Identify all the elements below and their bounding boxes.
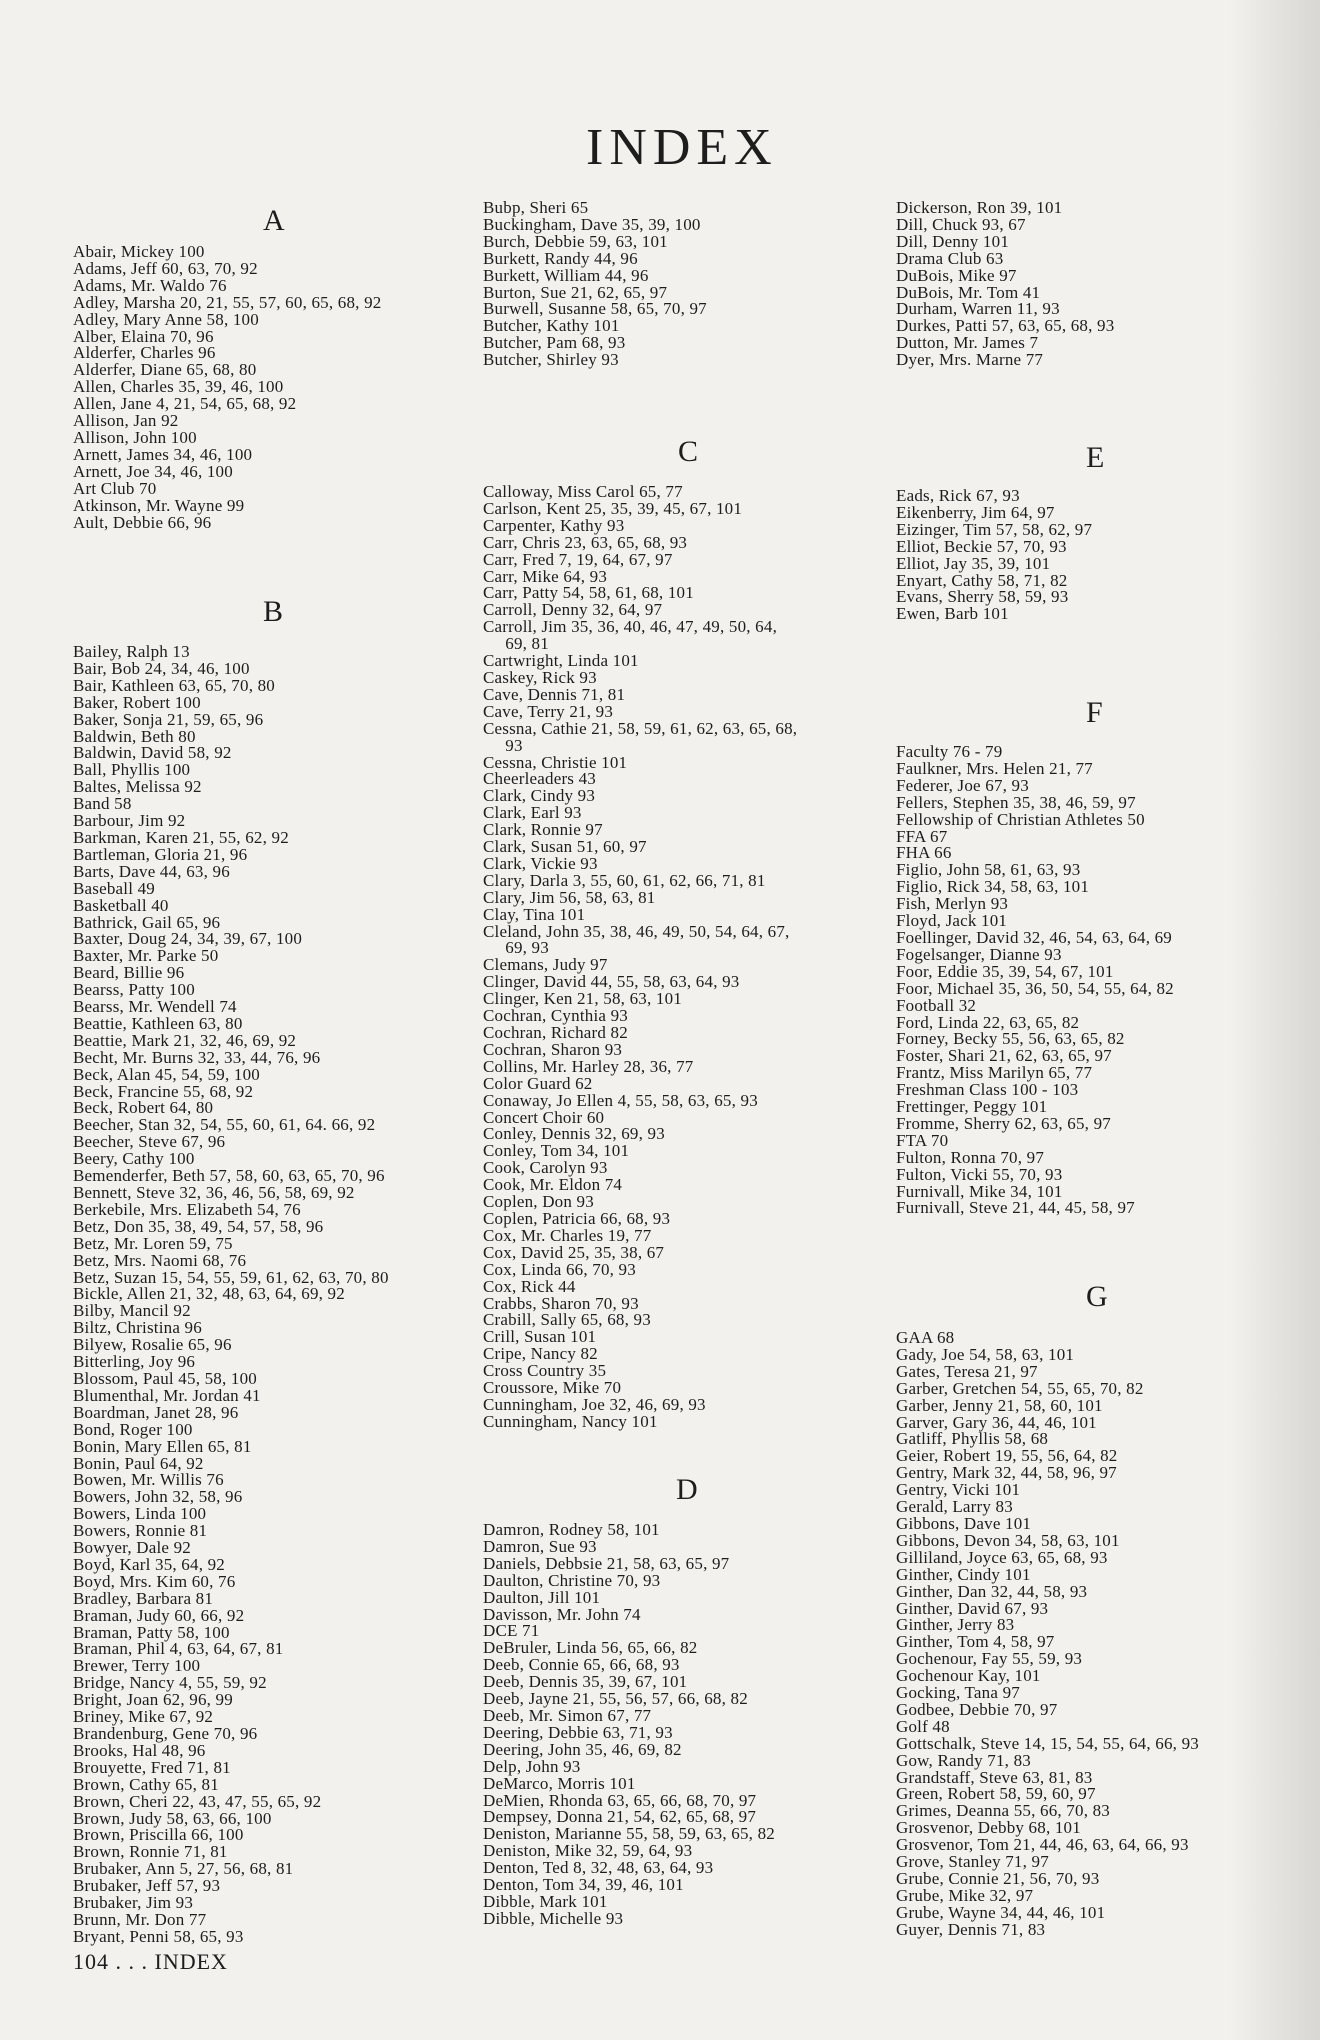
index-entry: Dutton, Mr. James 7 — [896, 333, 1039, 353]
index-entry: Beattie, Mark 21, 32, 46, 69, 92 — [73, 1030, 297, 1050]
index-entry: Gocking, Tana 97 — [896, 1683, 1020, 1703]
section-letter: B — [263, 595, 284, 628]
index-entry: Bradley, Barbara 81 — [73, 1588, 214, 1608]
index-entry: FFA 67 — [896, 826, 948, 846]
index-entry: Crabbs, Sharon 70, 93 — [483, 1293, 639, 1313]
index-entry: Brandenburg, Gene 70, 96 — [73, 1724, 258, 1743]
index-entry: Fellers, Stephen 35, 38, 46, 59, 97 — [896, 792, 1136, 812]
index-entry: Dill, Chuck 93, 67 — [896, 214, 1026, 234]
index-entry: Boyd, Mrs. Kim 60, 76 — [73, 1571, 236, 1591]
index-entry: Deeb, Mr. Simon 67, 77 — [483, 1705, 652, 1725]
index-entry: 69, 81 — [483, 634, 549, 654]
index-entry: Clinger, David 44, 55, 58, 63, 64, 93 — [483, 972, 740, 992]
index-entry: Gibbons, Devon 34, 58, 63, 101 — [896, 1530, 1120, 1550]
index-entry: Beery, Cathy 100 — [73, 1149, 195, 1169]
index-entry: Betz, Don 35, 38, 49, 54, 57, 58, 96 — [73, 1216, 324, 1236]
index-entry: Garber, Gretchen 54, 55, 65, 70, 82 — [896, 1378, 1144, 1398]
index-entry: Adley, Marsha 20, 21, 55, 57, 60, 65, 68, 92 — [73, 292, 382, 312]
index-entry: Deeb, Jayne 21, 55, 56, 57, 66, 68, 82 — [483, 1689, 748, 1709]
index-entry: Grove, Stanley 71, 97 — [896, 1852, 1049, 1872]
index-entry: Faculty 76 - 79 — [896, 742, 1003, 761]
index-entry: Cave, Terry 21, 93 — [483, 701, 614, 721]
index-entry: Alderfer, Charles 96 — [73, 343, 216, 363]
index-entry: Cook, Carolyn 93 — [483, 1158, 608, 1178]
index-entry: Carr, Fred 7, 19, 64, 67, 97 — [483, 549, 673, 569]
index-entry: Bowyer, Dale 92 — [73, 1538, 191, 1558]
section-letter: A — [263, 204, 285, 237]
index-entry: Baldwin, David 58, 92 — [73, 743, 232, 763]
index-entry: Furnivall, Mike 34, 101 — [896, 1181, 1063, 1201]
index-entry: Grosvenor, Debby 68, 101 — [896, 1818, 1081, 1838]
index-entry: Color Guard 62 — [483, 1073, 593, 1093]
index-entry: Brewer, Terry 100 — [73, 1656, 201, 1676]
index-entry: Clark, Cindy 93 — [483, 786, 596, 806]
index-entry: Gates, Teresa 21, 97 — [896, 1361, 1038, 1381]
index-entry: Fulton, Ronna 70, 97 — [896, 1147, 1045, 1167]
index-entry: Federer, Joe 67, 93 — [896, 775, 1029, 795]
index-entry: Bright, Joan 62, 96, 99 — [73, 1690, 233, 1710]
index-entry: Clary, Darla 3, 55, 60, 61, 62, 66, 71, 81 — [483, 870, 766, 890]
index-entry: Band 58 — [73, 794, 132, 814]
index-entry: Cochran, Cynthia 93 — [483, 1006, 628, 1026]
entry-list — [896, 488, 1092, 623]
index-entry: Braman, Patty 58, 100 — [73, 1622, 230, 1642]
index-entry: Baker, Robert 100 — [73, 692, 201, 712]
index-entry: Gilliland, Joyce 63, 65, 68, 93 — [896, 1547, 1108, 1567]
index-entry: Arnett, Joe 34, 46, 100 — [73, 461, 233, 481]
index-entry: Abair, Mickey 100 — [73, 242, 205, 261]
index-entry: Gatliff, Phyllis 58, 68 — [896, 1429, 1049, 1449]
entry-list — [73, 644, 389, 1946]
index-entry: Bemenderfer, Beth 57, 58, 60, 63, 65, 70, 96 — [73, 1166, 385, 1186]
index-entry: Brown, Ronnie 71, 81 — [73, 1842, 228, 1862]
index-entry: Ginther, Cindy 101 — [896, 1564, 1031, 1584]
index-entry: Garver, Gary 36, 44, 46, 101 — [896, 1412, 1097, 1432]
index-entry: FTA 70 — [896, 1130, 949, 1150]
index-entry: Geier, Robert 19, 55, 56, 64, 82 — [896, 1446, 1118, 1466]
entry-list — [896, 1330, 1199, 1939]
index-entry: Betz, Mrs. Naomi 68, 76 — [73, 1250, 247, 1270]
index-entry: 93 — [483, 735, 523, 755]
index-entry: Dempsey, Donna 21, 54, 62, 65, 68, 97 — [483, 1807, 757, 1827]
index-entry: Bond, Roger 100 — [73, 1419, 193, 1439]
index-entry: Atkinson, Mr. Wayne 99 — [73, 495, 245, 515]
index-entry: Brown, Priscilla 66, 100 — [73, 1825, 244, 1845]
index-entry: Cox, David 25, 35, 38, 67 — [483, 1242, 665, 1262]
entry-list — [483, 484, 797, 1431]
index-entry: Ford, Linda 22, 63, 65, 82 — [896, 1012, 1080, 1032]
index-entry: Durkes, Patti 57, 63, 65, 68, 93 — [896, 316, 1115, 336]
index-entry: Carpenter, Kathy 93 — [483, 515, 625, 535]
index-entry: Cessna, Cathie 21, 58, 59, 61, 62, 63, 65, 68, — [483, 718, 798, 738]
index-entry: Cave, Dennis 71, 81 — [483, 684, 626, 704]
index-entry: Ewen, Barb 101 — [896, 604, 1009, 624]
index-entry: Bridge, Nancy 4, 55, 59, 92 — [73, 1673, 267, 1693]
index-entry: Figlio, John 58, 61, 63, 93 — [896, 860, 1081, 880]
index-entry: DCE 71 — [483, 1621, 540, 1641]
page-edge-shadow — [1230, 0, 1320, 2040]
index-entry: Fish, Merlyn 93 — [896, 894, 1009, 914]
index-entry: Bowers, Ronnie 81 — [73, 1521, 208, 1541]
index-entry: Butcher, Kathy 101 — [483, 316, 620, 336]
entry-list — [483, 1522, 775, 1928]
index-entry: Brouyette, Fred 71, 81 — [73, 1757, 231, 1777]
index-entry: Allison, John 100 — [73, 427, 197, 447]
section-letter: F — [1086, 696, 1103, 729]
index-entry: Alderfer, Diane 65, 68, 80 — [73, 360, 257, 380]
index-entry: Delp, John 93 — [483, 1756, 581, 1776]
index-entry: Carr, Mike 64, 93 — [483, 566, 608, 586]
index-entry: Gerald, Larry 83 — [896, 1497, 1013, 1517]
index-entry: Floyd, Jack 101 — [896, 911, 1008, 931]
index-entry: Bailey, Ralph 13 — [73, 642, 190, 661]
index-entry: Elliot, Jay 35, 39, 101 — [896, 553, 1051, 573]
index-entry: Buckingham, Dave 35, 39, 100 — [483, 214, 701, 234]
section-letter: C — [678, 435, 699, 468]
index-entry: Drama Club 63 — [896, 248, 1004, 268]
index-entry: DeBruler, Linda 56, 65, 66, 82 — [483, 1638, 698, 1658]
index-entry: Grimes, Deanna 55, 66, 70, 83 — [896, 1801, 1111, 1821]
index-entry: Barbour, Jim 92 — [73, 811, 186, 831]
index-entry: Butcher, Pam 68, 93 — [483, 333, 626, 353]
index-entry: Deniston, Mike 32, 59, 64, 93 — [483, 1841, 693, 1861]
index-entry: Davisson, Mr. John 74 — [483, 1604, 641, 1624]
index-entry: Burkett, William 44, 96 — [483, 265, 649, 285]
index-entry: Gochenour, Fay 55, 59, 93 — [896, 1649, 1083, 1669]
index-entry: Gottschalk, Steve 14, 15, 54, 55, 64, 66, 93 — [896, 1733, 1199, 1753]
index-entry: Frantz, Miss Marilyn 65, 77 — [896, 1063, 1093, 1083]
index-entry: Clay, Tina 101 — [483, 904, 586, 924]
index-entry: Adams, Mr. Waldo 76 — [73, 275, 227, 295]
index-entry: Deniston, Marianne 55, 58, 59, 63, 65, 82 — [483, 1824, 775, 1844]
index-entry: Beecher, Stan 32, 54, 55, 60, 61, 64. 66, 92 — [73, 1115, 376, 1135]
index-entry: Baker, Sonja 21, 59, 65, 96 — [73, 709, 264, 729]
index-entry: Beck, Francine 55, 68, 92 — [73, 1081, 254, 1101]
index-entry: Clark, Earl 93 — [483, 803, 582, 823]
index-entry: Bennett, Steve 32, 36, 46, 56, 58, 69, 92 — [73, 1183, 355, 1202]
index-entry: Beard, Billie 96 — [73, 963, 185, 983]
index-entry: Golf 48 — [896, 1716, 950, 1736]
index-entry: Bryant, Penni 58, 65, 93 — [73, 1926, 244, 1946]
index-entry: Allen, Jane 4, 21, 54, 65, 68, 92 — [73, 394, 297, 414]
index-entry: Boyd, Karl 35, 64, 92 — [73, 1554, 225, 1574]
index-entry: Carr, Patty 54, 58, 61, 68, 101 — [483, 583, 694, 603]
index-entry: Art Club 70 — [73, 478, 157, 498]
index-entry: Bonin, Paul 64, 92 — [73, 1453, 204, 1473]
index-entry: Carroll, Jim 35, 36, 40, 46, 47, 49, 50, 64, — [483, 617, 778, 637]
index-entry: Frettinger, Peggy 101 — [896, 1097, 1048, 1117]
index-entry: Cross Country 35 — [483, 1361, 607, 1381]
index-entry: Gochenour Kay, 101 — [896, 1666, 1041, 1686]
page-title: INDEX — [586, 119, 778, 176]
index-entry: Cox, Linda 66, 70, 93 — [483, 1259, 636, 1279]
index-entry: Carr, Chris 23, 63, 65, 68, 93 — [483, 532, 688, 552]
index-entry: Gentry, Vicki 101 — [896, 1480, 1021, 1500]
index-entry: DeMarco, Morris 101 — [483, 1773, 636, 1793]
index-entry: Eikenberry, Jim 64, 97 — [896, 502, 1055, 522]
index-entry: Cunningham, Nancy 101 — [483, 1411, 658, 1431]
index-entry: Faulkner, Mrs. Helen 21, 77 — [896, 758, 1093, 778]
index-entry: Crabill, Sally 65, 68, 93 — [483, 1310, 651, 1330]
index-entry: Dickerson, Ron 39, 101 — [896, 198, 1063, 217]
index-entry: Coplen, Don 93 — [483, 1192, 594, 1212]
index-entry: Eads, Rick 67, 93 — [896, 486, 1020, 505]
index-entry: Beck, Alan 45, 54, 59, 100 — [73, 1064, 260, 1084]
index-entry: Brubaker, Ann 5, 27, 56, 68, 81 — [73, 1859, 294, 1879]
entry-list — [896, 744, 1174, 1217]
index-entry: Ginther, David 67, 93 — [896, 1598, 1049, 1618]
index-entry: Brunn, Mr. Don 77 — [73, 1909, 207, 1929]
index-entry: Football 32 — [896, 995, 977, 1015]
index-entry: Gady, Joe 54, 58, 63, 101 — [896, 1344, 1075, 1364]
index-entry: Coplen, Patricia 66, 68, 93 — [483, 1208, 671, 1228]
index-entry: Adams, Jeff 60, 63, 70, 92 — [73, 258, 258, 278]
index-entry: Conley, Dennis 32, 69, 93 — [483, 1124, 665, 1144]
index-entry: Bickle, Allen 21, 32, 48, 63, 64, 69, 92 — [73, 1284, 345, 1304]
index-entry: Blumenthal, Mr. Jordan 41 — [73, 1385, 261, 1405]
index-entry: Bearss, Mr. Wendell 74 — [73, 997, 237, 1017]
index-entry: Berkebile, Mrs. Elizabeth 54, 76 — [73, 1199, 301, 1219]
index-entry: Clary, Jim 56, 58, 63, 81 — [483, 887, 656, 907]
index-entry: Dill, Denny 101 — [896, 231, 1010, 251]
index-entry: DuBois, Mike 97 — [896, 265, 1017, 285]
index-entry: Clinger, Ken 21, 58, 63, 101 — [483, 989, 682, 1009]
index-entry: Grandstaff, Steve 63, 81, 83 — [896, 1767, 1093, 1787]
index-entry: 69, 93 — [483, 938, 549, 958]
index-entry: Bowen, Mr. Willis 76 — [73, 1470, 224, 1490]
index-entry: Burkett, Randy 44, 96 — [483, 248, 638, 268]
index-entry: Elliot, Beckie 57, 70, 93 — [896, 536, 1067, 556]
index-entry: Foor, Eddie 35, 39, 54, 67, 101 — [896, 961, 1114, 981]
index-entry: Ginther, Dan 32, 44, 58, 93 — [896, 1581, 1088, 1601]
index-entry: Bilby, Mancil 92 — [73, 1301, 191, 1321]
index-entry: Briney, Mike 67, 92 — [73, 1707, 214, 1727]
index-entry: Brown, Judy 58, 63, 66, 100 — [73, 1808, 272, 1828]
index-entry: Ginther, Tom 4, 58, 97 — [896, 1632, 1055, 1652]
index-entry: Alber, Elaina 70, 96 — [73, 326, 214, 346]
index-entry: Bowers, John 32, 58, 96 — [73, 1487, 243, 1507]
index-entry: GAA 68 — [896, 1328, 955, 1347]
index-entry: Beattie, Kathleen 63, 80 — [73, 1013, 243, 1033]
index-entry: Baxter, Mr. Parke 50 — [73, 946, 219, 966]
index-entry: Grosvenor, Tom 21, 44, 46, 63, 64, 66, 93 — [896, 1835, 1189, 1855]
index-entry: Deering, John 35, 46, 69, 82 — [483, 1739, 682, 1759]
index-entry: Foster, Shari 21, 62, 63, 65, 97 — [896, 1046, 1112, 1066]
index-entry: Damron, Sue 93 — [483, 1536, 597, 1556]
index-entry: Cochran, Sharon 93 — [483, 1039, 623, 1059]
index-entry: Croussore, Mike 70 — [483, 1378, 622, 1398]
index-entry: Clark, Susan 51, 60, 97 — [483, 837, 647, 857]
index-entry: Boardman, Janet 28, 96 — [73, 1402, 239, 1422]
index-entry: Cook, Mr. Eldon 74 — [483, 1175, 623, 1195]
index-entry: Bowers, Linda 100 — [73, 1504, 207, 1524]
index-entry: Godbee, Debbie 70, 97 — [896, 1699, 1058, 1719]
index-entry: Carroll, Denny 32, 64, 97 — [483, 600, 663, 620]
index-entry: Biltz, Christina 96 — [73, 1318, 202, 1338]
index-entry: Brubaker, Jim 93 — [73, 1893, 194, 1913]
index-entry: Durham, Warren 11, 93 — [896, 299, 1060, 319]
index-entry: Clemans, Judy 97 — [483, 955, 608, 975]
index-entry: Garber, Jenny 21, 58, 60, 101 — [896, 1395, 1103, 1415]
index-entry: Baltes, Melissa 92 — [73, 777, 202, 797]
index-entry: Bair, Bob 24, 34, 46, 100 — [73, 658, 250, 678]
index-entry: Concert Choir 60 — [483, 1107, 605, 1127]
index-entry: Cripe, Nancy 82 — [483, 1344, 598, 1364]
index-entry: Beck, Robert 64, 80 — [73, 1098, 214, 1118]
index-entry: Allen, Charles 35, 39, 46, 100 — [73, 377, 284, 397]
index-entry: Basketball 40 — [73, 895, 169, 915]
index-entry: Calloway, Miss Carol 65, 77 — [483, 482, 683, 501]
index-entry: Deering, Debbie 63, 71, 93 — [483, 1722, 673, 1742]
index-entry: Burwell, Susanne 58, 65, 70, 97 — [483, 299, 707, 319]
index-entry: Denton, Ted 8, 32, 48, 63, 64, 93 — [483, 1858, 714, 1878]
index-entry: Conaway, Jo Ellen 4, 55, 58, 63, 65, 93 — [483, 1090, 758, 1110]
index-entry: Bilyew, Rosalie 65, 96 — [73, 1335, 232, 1355]
index-entry: Dyer, Mrs. Marne 77 — [896, 350, 1044, 370]
index-entry: Bartleman, Gloria 21, 96 — [73, 844, 248, 864]
index-entry: Freshman Class 100 - 103 — [896, 1080, 1079, 1100]
index-entry: Carlson, Kent 25, 35, 39, 45, 67, 101 — [483, 498, 743, 518]
index-entry: Cartwright, Linda 101 — [483, 651, 639, 671]
index-entry: Cleland, John 35, 38, 46, 49, 50, 54, 64, 67, — [483, 921, 790, 941]
page-footer: 104 . . . INDEX — [73, 1949, 228, 1974]
index-entry: Gow, Randy 71, 83 — [896, 1750, 1031, 1770]
index-entry: Daniels, Debbsie 21, 58, 63, 65, 97 — [483, 1553, 730, 1573]
index-entry: Denton, Tom 34, 39, 46, 101 — [483, 1875, 684, 1895]
index-entry: Cunningham, Joe 32, 46, 69, 93 — [483, 1394, 706, 1414]
index-entry: Dibble, Mark 101 — [483, 1891, 608, 1911]
index-entry: Daulton, Jill 101 — [483, 1587, 601, 1607]
index-entry: Eizinger, Tim 57, 58, 62, 97 — [896, 519, 1093, 539]
index-entry: Becht, Mr. Burns 32, 33, 44, 76, 96 — [73, 1047, 321, 1067]
index-entry: Barkman, Karen 21, 55, 62, 92 — [73, 827, 289, 847]
index-entry: Cox, Rick 44 — [483, 1276, 576, 1296]
index-entry: Clark, Vickie 93 — [483, 853, 598, 873]
index-entry: Bitterling, Joy 96 — [73, 1352, 196, 1372]
index-entry: Bearss, Patty 100 — [73, 980, 195, 1000]
index-entry: Burton, Sue 21, 62, 65, 97 — [483, 282, 668, 302]
index-entry: Betz, Suzan 15, 54, 55, 59, 61, 62, 63, 70, 80 — [73, 1267, 389, 1287]
index-entry: Fromme, Sherry 62, 63, 65, 97 — [896, 1113, 1111, 1133]
index-entry: Baseball 49 — [73, 878, 155, 898]
index-entry: Foor, Michael 35, 36, 50, 54, 55, 64, 82 — [896, 978, 1174, 998]
index-entry: Bair, Kathleen 63, 65, 70, 80 — [73, 675, 275, 695]
section-letter: E — [1086, 441, 1105, 474]
entry-list — [896, 200, 1114, 369]
index-entry: FHA 66 — [896, 843, 952, 863]
entry-list — [73, 244, 381, 531]
section-letter: G — [1086, 1280, 1108, 1313]
index-entry: Ball, Phyllis 100 — [73, 760, 191, 780]
index-entry: Adley, Mary Anne 58, 100 — [73, 309, 259, 329]
index-entry: Brown, Cathy 65, 81 — [73, 1774, 219, 1794]
index-entry: Butcher, Shirley 93 — [483, 350, 619, 370]
index-entry: Daulton, Christine 70, 93 — [483, 1570, 661, 1590]
index-entry: Conley, Tom 34, 101 — [483, 1141, 630, 1161]
index-entry: Betz, Mr. Loren 59, 75 — [73, 1233, 233, 1253]
index-entry: Fellowship of Christian Athletes 50 — [896, 809, 1145, 829]
index-entry: Arnett, James 34, 46, 100 — [73, 444, 253, 464]
index-entry: Brubaker, Jeff 57, 93 — [73, 1876, 221, 1896]
index-entry: Blossom, Paul 45, 58, 100 — [73, 1368, 257, 1388]
index-entry: Gibbons, Dave 101 — [896, 1513, 1032, 1533]
index-entry: Clark, Ronnie 97 — [483, 820, 603, 840]
index-entry: Burch, Debbie 59, 63, 101 — [483, 231, 668, 251]
index-entry: Furnivall, Steve 21, 44, 45, 58, 97 — [896, 1198, 1135, 1218]
index-entry: Crill, Susan 101 — [483, 1327, 597, 1347]
index-entry: Ginther, Jerry 83 — [896, 1615, 1015, 1635]
index-entry: Cessna, Christie 101 — [483, 752, 628, 772]
index-entry: Cochran, Richard 82 — [483, 1023, 628, 1042]
index-entry: Foellinger, David 32, 46, 54, 63, 64, 69 — [896, 927, 1172, 947]
index-entry: Brown, Cheri 22, 43, 47, 55, 65, 92 — [73, 1791, 322, 1811]
index-entry: Allison, Jan 92 — [73, 411, 179, 431]
index-entry: Cox, Mr. Charles 19, 77 — [483, 1225, 652, 1245]
index-entry: Collins, Mr. Harley 28, 36, 77 — [483, 1056, 694, 1076]
index-entry: Damron, Rodney 58, 101 — [483, 1520, 660, 1539]
index-entry: Baldwin, Beth 80 — [73, 726, 196, 746]
index-entry: Guyer, Dennis 71, 83 — [896, 1919, 1046, 1939]
index-entry: Grube, Mike 32, 97 — [896, 1885, 1034, 1905]
index-entry: Figlio, Rick 34, 58, 63, 101 — [896, 877, 1090, 897]
index-entry: Gentry, Mark 32, 44, 58, 96, 97 — [896, 1463, 1117, 1483]
index-entry: Cheerleaders 43 — [483, 769, 596, 789]
index-entry: DeMien, Rhonda 63, 65, 66, 68, 70, 97 — [483, 1790, 757, 1810]
index-entry: Dibble, Michelle 93 — [483, 1908, 624, 1928]
index-entry: Deeb, Dennis 35, 39, 67, 101 — [483, 1672, 688, 1692]
index-entry: Baxter, Doug 24, 34, 39, 67, 100 — [73, 929, 303, 949]
index-entry: Bathrick, Gail 65, 96 — [73, 912, 221, 932]
index-entry: Braman, Judy 60, 66, 92 — [73, 1605, 245, 1625]
index-entry: Barts, Dave 44, 63, 96 — [73, 861, 230, 881]
index-entry: Braman, Phil 4, 63, 64, 67, 81 — [73, 1639, 284, 1659]
index-entry: Fulton, Vicki 55, 70, 93 — [896, 1164, 1063, 1184]
index-entry: Fogelsanger, Dianne 93 — [896, 944, 1062, 964]
index-entry: Green, Robert 58, 59, 60, 97 — [896, 1784, 1096, 1804]
index-entry: Caskey, Rick 93 — [483, 667, 597, 687]
index-entry: Bubp, Sheri 65 — [483, 198, 589, 217]
index-entry: Enyart, Cathy 58, 71, 82 — [896, 570, 1068, 590]
index-entry: Grube, Connie 21, 56, 70, 93 — [896, 1869, 1100, 1888]
index-entry: Brooks, Hal 48, 96 — [73, 1740, 206, 1760]
section-letter: D — [676, 1473, 698, 1506]
entry-list — [483, 200, 707, 369]
index-entry: Deeb, Connie 65, 66, 68, 93 — [483, 1655, 680, 1675]
index-entry: DuBois, Mr. Tom 41 — [896, 282, 1041, 302]
index-entry: Evans, Sherry 58, 59, 93 — [896, 587, 1069, 607]
index-entry: Ault, Debbie 66, 96 — [73, 512, 212, 532]
index-entry: Forney, Becky 55, 56, 63, 65, 82 — [896, 1029, 1125, 1049]
index-entry: Bonin, Mary Ellen 65, 81 — [73, 1436, 252, 1456]
index-entry: Beecher, Steve 67, 96 — [73, 1132, 226, 1152]
index-entry: Grube, Wayne 34, 44, 46, 101 — [896, 1902, 1106, 1922]
